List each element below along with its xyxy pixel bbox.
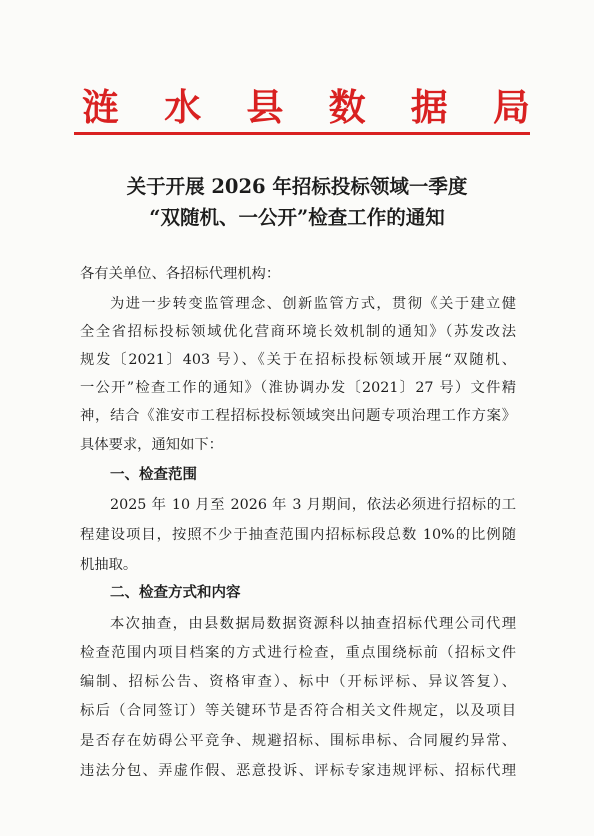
para-line: 规发〔2021〕403 号）、《关于在招标投标领域开展“双随机、 [80, 352, 516, 368]
document-title [60, 171, 534, 233]
masthead-char: 涟 [82, 86, 119, 129]
para-line: 标后（合同签订）等关键环节是否符合相关文件规定，以及项目 [80, 703, 516, 719]
para-line: 编制、招标公告、资格审查）、标中（开标评标、异议答复）、 [80, 674, 516, 690]
para-line: 为进一步转变监管理念、创新监管方式，贯彻《关于建立健 [110, 296, 516, 312]
para-line: 神，结合《淮安市工程招标投标领域突出问题专项治理工作方案》 [80, 408, 516, 424]
masthead [82, 80, 530, 128]
para-line: 2025 年 10 月至 2026 年 3 月期间，依法必须进行招标的工 [110, 497, 516, 513]
masthead-divider [74, 132, 530, 135]
para-line: 检查范围内项目档案的方式进行检查，重点围绕标前（招标文件 [80, 645, 516, 661]
para-line: 全全省招标投标领域优化营商环境长效机制的通知》（苏发改法 [80, 324, 516, 340]
title-line: 关于开展 2026 年招标投标领域一季度 [126, 175, 468, 198]
section-heading: 一、检查范围 [110, 467, 197, 483]
para-line: 一公开”检查工作的通知》（淮协调办发〔2021〕27 号）文件精 [80, 380, 516, 396]
masthead-char: 县 [246, 86, 284, 129]
para-line: 违法分包、弄虚作假、恶意投诉、评标专家违规评标、招标代理 [80, 763, 516, 779]
masthead-char: 局 [492, 86, 530, 129]
para-line: 是否存在妨碍公平竞争、规避招标、围标串标、合同履约异常、 [80, 733, 516, 749]
para-line: 机抽取。 [80, 557, 138, 573]
title-line: “双随机、一公开”检查工作的通知 [149, 206, 445, 229]
masthead-char: 据 [410, 86, 448, 129]
section-heading: 二、检查方式和内容 [110, 585, 241, 601]
masthead-char: 数 [328, 86, 366, 129]
para-line: 本次抽查，由县数据局数据资源科以抽查招标代理公司代理 [110, 616, 516, 632]
salutation: 各有关单位、各招标代理机构： [80, 266, 281, 282]
para-line: 具体要求，通知如下： [80, 437, 223, 453]
para-line: 程建设项目，按照不少于抽查范围内招标标段总数 10%的比例随 [80, 527, 516, 543]
masthead-char: 水 [164, 86, 202, 129]
